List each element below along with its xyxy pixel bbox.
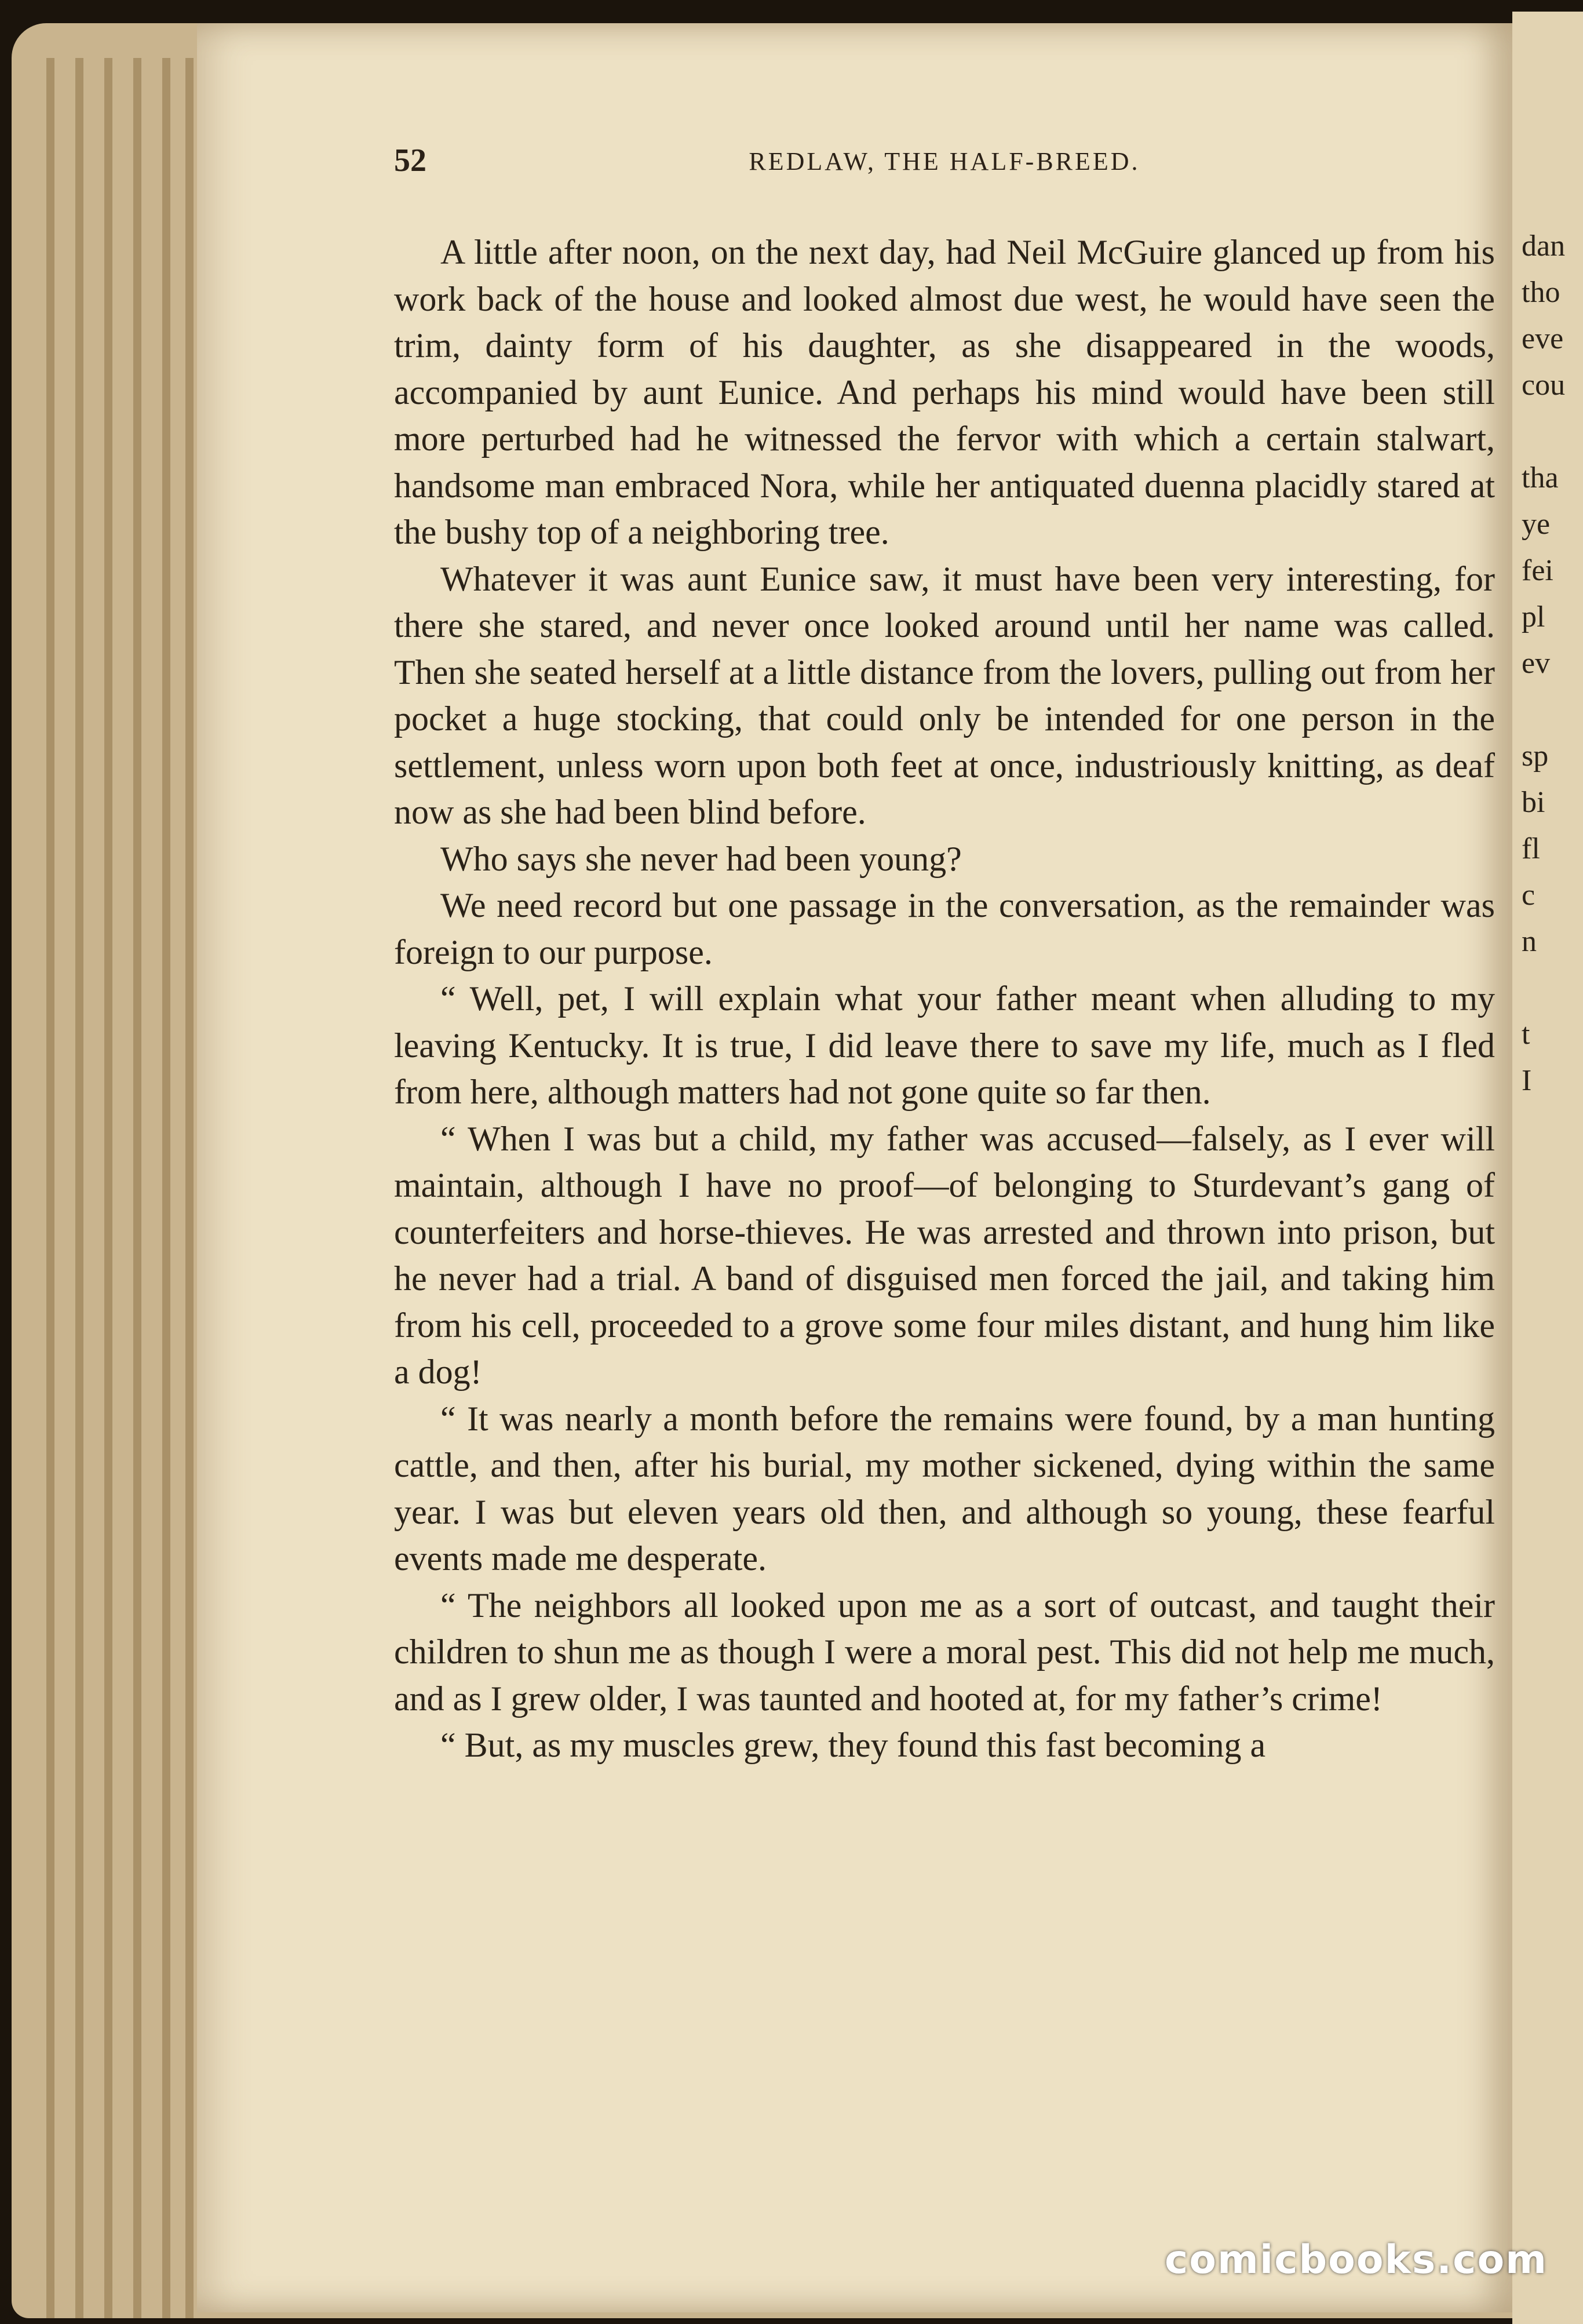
- watermark-logo: comicbooks.com: [1165, 2237, 1548, 2283]
- paragraph: “ The neighbors all looked upon me as a sort of outcast, and taught their children to shun me as though I were a moral pest. This did not help me much, and as I grew older, I was taunted and hooted at, for my father’s crime!: [394, 1586, 1495, 1718]
- page-edge: [133, 58, 141, 2318]
- page-number: 52: [394, 143, 426, 179]
- body-text: [394, 229, 1495, 1769]
- paragraph: “ When I was but a child, my father was accused—falsely, as I ever will maintain, although I have no proof—of belonging to Sturdevant’s gang of counterfeiters and horse-thieves. He was arrested and thrown into prison, but he never had a trial. A band of disguised men forced the jail, and taking him from his cell, proceeded to a grove some four miles distant, and hung him like a dog!: [394, 1119, 1495, 1391]
- paragraph: “ It was nearly a month before the remains were found, by a man hunting cattle, and then, after his burial, my mother sickened, dying within the same year. I was but eleven years old then, and although so young, these fearful events made me desperate.: [394, 1399, 1495, 1578]
- facing-page-fragment: cou: [1522, 369, 1566, 402]
- facing-page-fragment: sp: [1522, 740, 1549, 773]
- paragraph: Who says she never had been young?: [440, 839, 962, 878]
- paragraph: A little after noon, on the next day, had Neil McGuire glanced up from his work back of the house and looked almost due west, he would have seen the trim, dainty form of his daughter, as she disappeared in the woods, accompanied by aunt Eunice. And perhaps his mind would have been still more perturbed had he witnessed the fervor with which a certain stalwart, handsome man embraced Nora, while her antiquated duenna placidly stared at the bushy top of a neighboring tree.: [394, 233, 1495, 551]
- facing-page-fragment: tho: [1522, 276, 1560, 309]
- facing-page-fragment: pl: [1522, 600, 1545, 633]
- facing-page-edge: [1512, 12, 1583, 2324]
- page-edge: [75, 58, 83, 2318]
- facing-page-fragment: ev: [1522, 647, 1551, 680]
- facing-page-fragment: tha: [1522, 461, 1559, 494]
- facing-page-fragment: dan: [1522, 230, 1566, 263]
- running-title: REDLAW, THE HALF-BREED.: [749, 147, 1140, 176]
- facing-page-fragment: t: [1522, 1018, 1530, 1051]
- facing-page-fragment: fl: [1522, 832, 1540, 865]
- paragraph: Whatever it was aunt Eunice saw, it must have been very interesting, for there she stared, and never once looked around until her name was called. Then she seated herself at a little distance from the lovers, pulling out from her pocket a huge stocking, that could only be intended for one person in the settlement, unless worn upon both feet at once, industriously knitting, as deaf now as she had been blind before.: [394, 559, 1495, 831]
- page-edge: [185, 58, 194, 2318]
- page-edge: [162, 58, 170, 2318]
- facing-page-fragment: fei: [1522, 554, 1553, 587]
- paragraph: We need record but one passage in the conversation, as the remainder was foreign to our purpose.: [394, 886, 1495, 971]
- page-edge: [104, 58, 112, 2318]
- facing-page-fragment: eve: [1522, 322, 1564, 355]
- facing-page-fragment: n: [1522, 925, 1537, 958]
- facing-page-fragment: bi: [1522, 786, 1545, 819]
- paragraph: “ But, as my muscles grew, they found this fast becoming a: [440, 1726, 1266, 1764]
- page-edge: [46, 58, 54, 2318]
- facing-page-fragment: I: [1522, 1064, 1532, 1097]
- facing-page-fragment: ye: [1522, 508, 1551, 541]
- page-header: [394, 142, 1495, 188]
- facing-page-fragment: c: [1522, 879, 1535, 912]
- paragraph: “ Well, pet, I will explain what your father meant when alluding to my leaving Kentucky. It is true, I did leave there to save my life, much as I fled from here, although matters had not gone quite so far then.: [394, 979, 1495, 1111]
